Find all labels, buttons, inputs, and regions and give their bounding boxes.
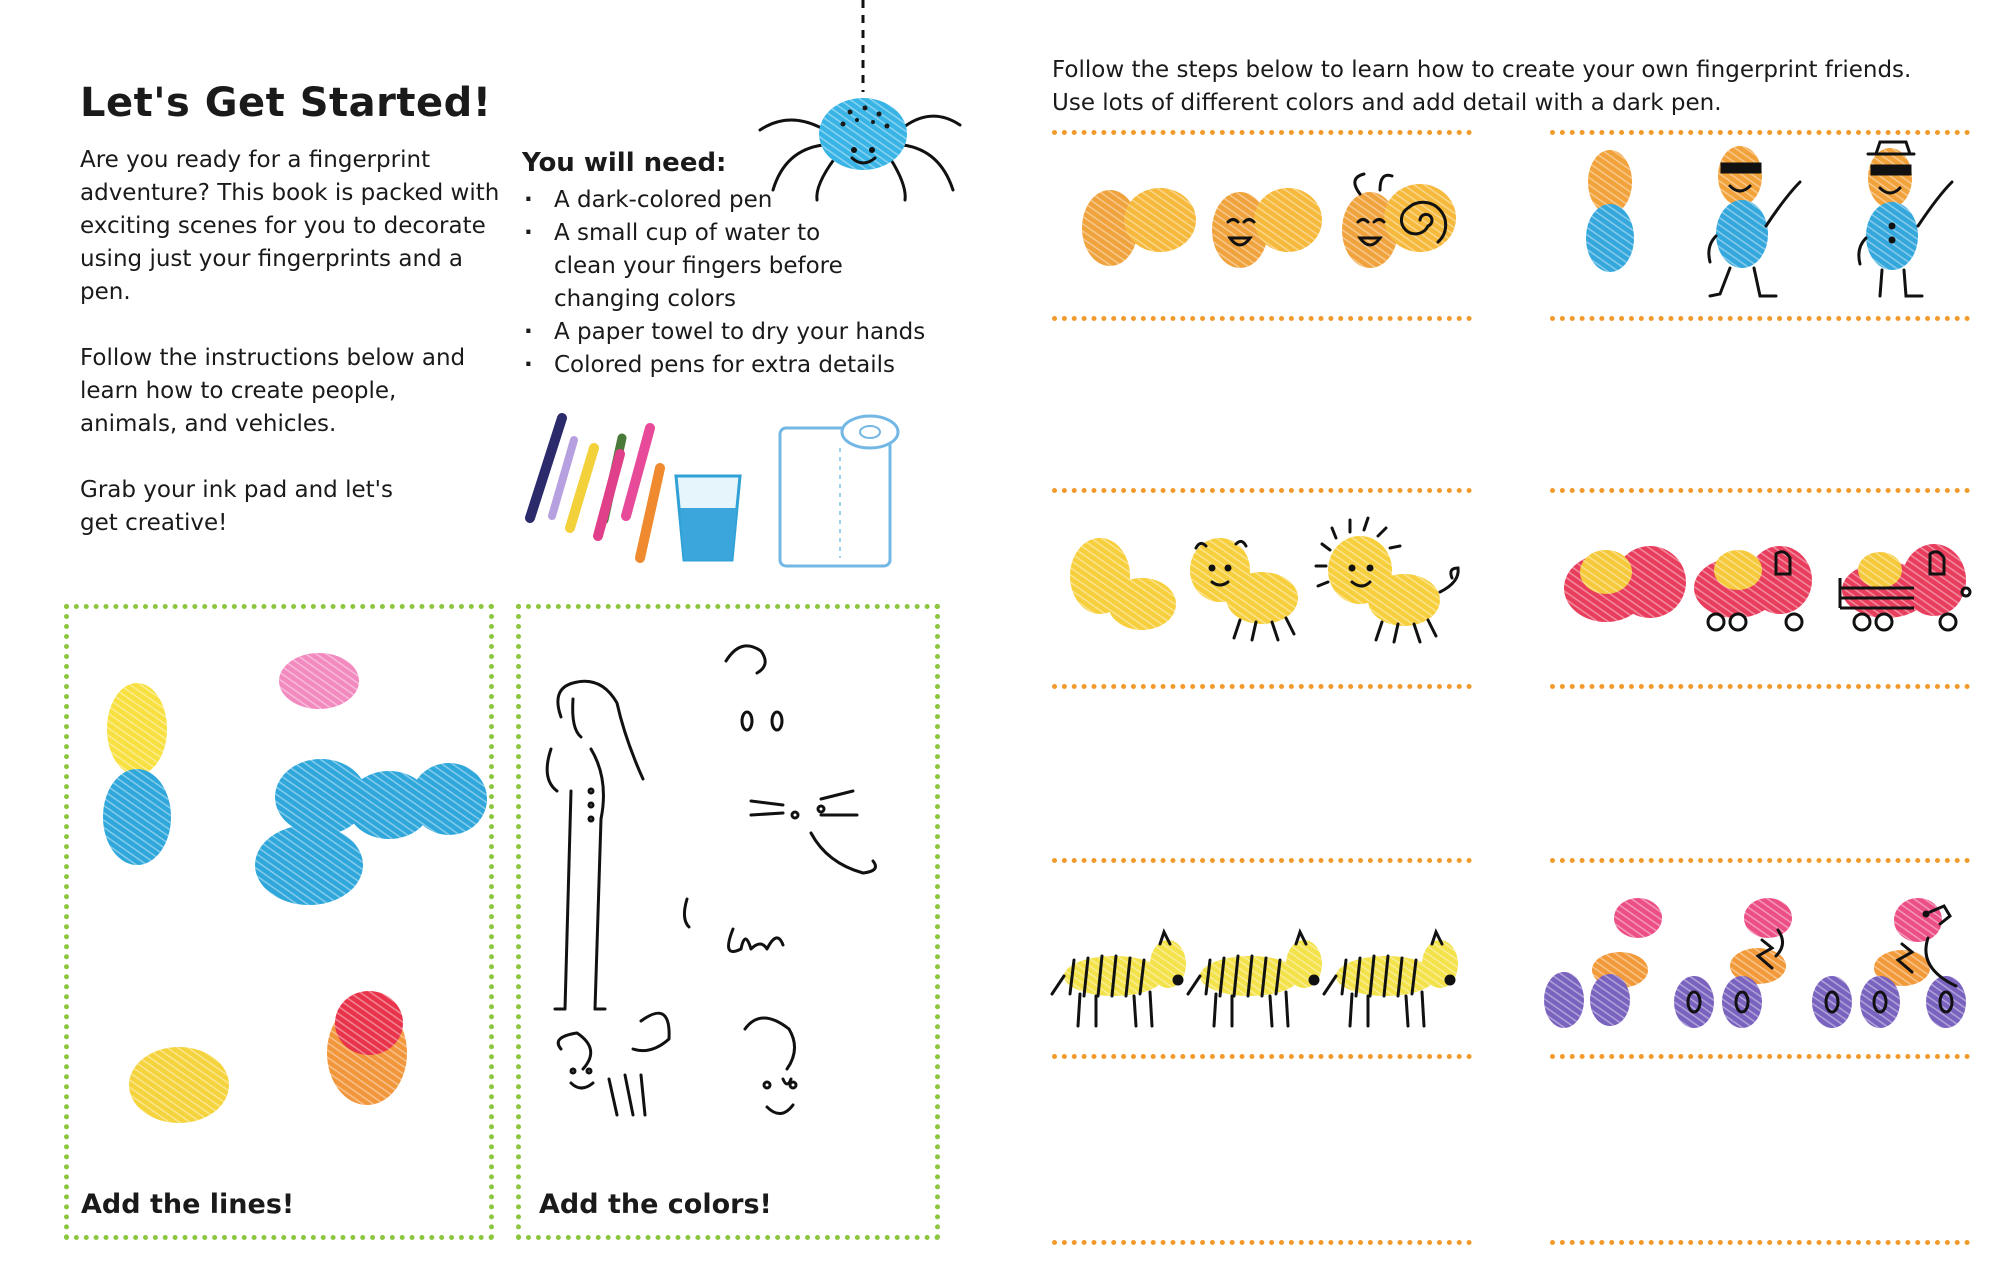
needs-item: · A dark-colored pen [522,184,942,217]
fingerprint-pink [279,653,359,709]
snail-steps [1070,160,1480,290]
fingerprint-yellow-small [129,1047,229,1123]
truck-steps [1550,526,1980,646]
supplies-illustration [510,408,930,568]
needs-list [522,184,942,382]
mouse-outline [726,646,782,730]
zebra-1 [1052,932,1186,1026]
separator-line [1550,684,1970,689]
lion-steps [1060,520,1480,650]
step-3-lion [1316,518,1458,642]
add-colors-label: Add the colors! [539,1189,772,1220]
step-2-flamingo [1674,898,1792,1028]
separator-line [1550,130,1970,135]
needs-title: You will need: [522,148,727,178]
separator-line [1052,684,1472,689]
separator-line [1052,130,1472,135]
right-intro-line-2: Use lots of different colors and add detail with a dark pen. [1052,90,1722,116]
fingerprint-blue-cluster [255,759,487,905]
add-lines-panel [64,604,494,1240]
separator-line [1550,1054,1970,1059]
needs-item: · A paper towel to dry your hands [522,316,942,349]
needs-item: · Colored pens for extra details [522,349,942,382]
step-3-flamingo [1812,898,1966,1028]
separator-line [1550,316,1970,321]
separator-line [1550,1240,1970,1245]
right-intro-line-1: Follow the steps below to learn how to create your own fingerprint friends. [1052,57,1912,83]
separator-line [1052,488,1472,493]
fingerprints-group [69,609,489,1169]
step-1-prints [1564,546,1686,622]
line-drawings-group [521,609,941,1169]
bee-outline [558,1013,669,1115]
cat-outline [684,791,875,952]
step-3-snail [1342,174,1456,268]
separator-line [1052,1240,1472,1245]
step-2-face [1212,188,1322,268]
step-1-prints [1586,150,1634,272]
step-1-prints [1070,538,1176,630]
paper-towel-roll [780,416,898,566]
fingerprint-yellow [107,683,167,775]
separator-line [1052,858,1472,863]
face-outline [745,1018,796,1114]
step-2-person [1709,146,1800,296]
step-3-truck [1840,544,1970,630]
add-lines-label: Add the lines! [81,1189,295,1220]
water-cup [676,476,740,560]
colored-pens [530,418,660,558]
page-title: Let's Get Started! [80,80,492,126]
intro-paragraph-3: Grab your ink pad and let's get creative! [80,477,393,536]
step-2-truck [1694,546,1812,630]
add-colors-panel [516,604,940,1240]
separator-line [1052,1054,1472,1059]
separator-line [1550,488,1970,493]
zebra-steps [1050,920,1480,1050]
girl-outline [547,681,643,1009]
spider-illustration [755,0,965,200]
zebra-3 [1324,932,1458,1026]
separator-line [1052,316,1472,321]
intro-paragraph-2: Follow the instructions below and learn how to create people, animals, and vehicles. [80,345,466,437]
needs-item: · A small cup of water to clean your fingers before changing colors [522,217,854,316]
step-2-cub [1190,538,1298,640]
step-1-prints [1544,898,1662,1028]
fingerprint-red-orange [327,991,407,1105]
step-3-person [1859,142,1952,296]
flamingo-steps [1530,890,1980,1040]
intro-paragraph-1: Are you ready for a fingerprint adventure? This book is packed with exciting scenes for you to decorate using just your fingerprints and a pen. [80,147,500,305]
separator-line [1550,858,1970,863]
person-steps [1570,146,1980,316]
zebra-2 [1188,932,1322,1026]
fingerprint-blue [103,769,171,865]
step-1-prints [1082,188,1196,266]
right-intro [1052,54,1972,120]
